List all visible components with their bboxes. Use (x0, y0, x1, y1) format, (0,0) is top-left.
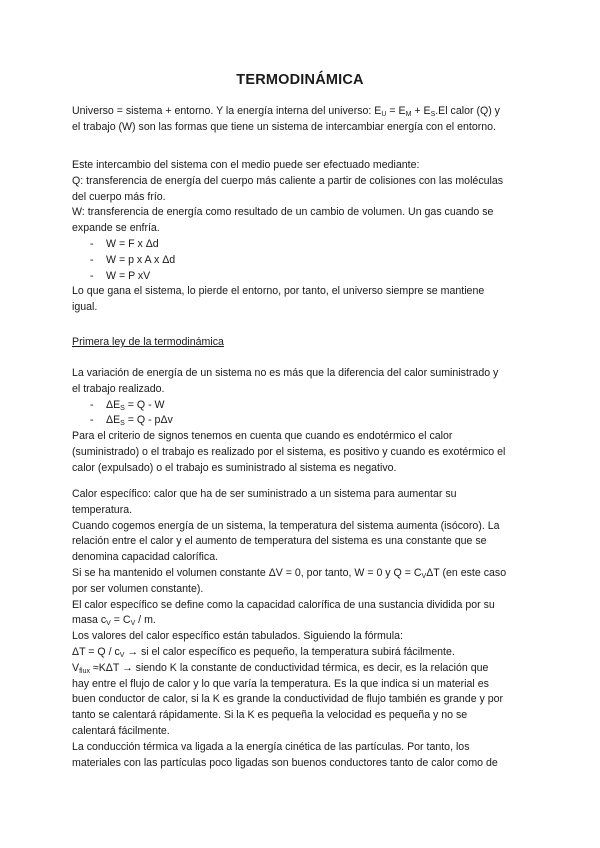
intro-line-1: Universo = sistema + entorno. Y la energía interna del universo: $E_U = E_M + E_S.El$ calor (Q) y (72, 105, 500, 118)
specific-heat-line: temperatura. (72, 503, 133, 516)
specific-heat-line: calentará fácilmente. (72, 724, 170, 737)
exchange-line: Este intercambio del sistema con el medio puede ser efectuado mediante: (72, 159, 420, 171)
specific-heat-line: denomina capacidad calorífica. (72, 551, 219, 564)
first-law-formula-bullet: - $\Delta E_S = Q - p\Delta v$ (90, 414, 173, 428)
first-law-line: el trabajo realizado. (72, 382, 165, 395)
specific-heat-line: materiales con las partículas poco ligadas son buenos conductores tanto de calor como de (72, 756, 498, 769)
exchange-line: del cuerpo más frío. (72, 190, 166, 203)
specific-heat-line: Los valores del calor específico están tabulados. Siguiendo la fórmula: (72, 630, 403, 643)
page-title: TERMODINÁMICA (236, 72, 364, 88)
specific-heat-line: El calor específico se define como la capacidad calorífica de una sustancia dividida por su (72, 598, 495, 611)
specific-heat-line: $V_{flux} \approx K\Delta T$ → siendo K la constante de conductividad térmica, es decir, es la relación que (72, 661, 489, 675)
specific-heat-line: Si se ha mantenido el volumen constante ΔV = 0, por tanto, W = 0 y $Q = C_V\Delta T$ (en este caso (72, 566, 507, 580)
first-law-section (72, 335, 532, 351)
specific-heat-line: relación entre el calor y el aumento de temperatura del sistema es una constante que se (72, 535, 487, 548)
section-heading: Primera ley de la termodinámica (72, 336, 224, 348)
first-law-line: calor (expulsado) o el trabajo es suministrado al sistema es negativo. (72, 461, 397, 474)
exchange-line: expande se enfría. (72, 222, 160, 235)
work-formula-bullet: - W = P xV (90, 269, 151, 282)
exchange-paragraph (72, 158, 532, 316)
specific-heat-line: $\Delta T = Q / c_V$ → si el calor específico es pequeño, la temperatura subirá fácilmente. (72, 645, 455, 659)
work-formula-bullet: - W = p x A x Δd (90, 253, 176, 266)
intro-line-2: el trabajo (W) son las formas que tiene un sistema de intercambiar energía con el entorno. (72, 120, 496, 133)
first-law-line: Para el criterio de signos tenemos en cuenta que cuando es endotérmico el calor (72, 430, 453, 443)
specific-heat-line: La conducción térmica va ligada a la energía cinética de las partículas. Por tanto, los (72, 740, 470, 753)
first-law-formula-bullet: - $\Delta E_S = Q - W$ (90, 398, 165, 412)
work-formula-bullet: - W = F x Δd (90, 237, 159, 250)
specific-heat-line: Cuando cogemos energía de un sistema, la temperatura del sistema aumenta (isócoro). La (72, 519, 500, 532)
specific-heat-paragraph (72, 487, 532, 771)
exchange-line: W: transferencia de energía como resultado de un cambio de volumen. Un gas cuando se (72, 206, 494, 219)
specific-heat-line: buen conductor de calor, si la K es grande la conductividad de flujo también es grande y por (72, 693, 504, 706)
exchange-line: igual. (72, 301, 98, 314)
first-law-line: La variación de energía de un sistema no es más que la diferencia del calor suministrado y (72, 367, 499, 379)
specific-heat-line: masa $c_V = C_V / m$. (72, 614, 156, 628)
first-law-line: (suministrado) o el trabajo es realizado por el sistema, es positivo y cuando es exotérmico el (72, 445, 506, 458)
specific-heat-line: tanto se calentará rápidamente. Si la K es pequeña la velocidad es pequeña y no se (72, 709, 468, 722)
specific-heat-line: por ser volumen constante). (72, 582, 204, 595)
exchange-line: Q: transferencia de energía del cuerpo más caliente a partir de colisiones con las moléculas (72, 174, 504, 187)
first-law-paragraph (72, 366, 532, 477)
specific-heat-line: hay entre el flujo de calor y lo que varía la temperatura. Es la que indica si un material es (72, 677, 489, 690)
exchange-line: Lo que gana el sistema, lo pierde el entorno, por tanto, el universo siempre se mantiene (72, 285, 485, 298)
specific-heat-line: Calor específico: calor que ha de ser suministrado a un sistema para aumentar su (72, 488, 457, 500)
intro-paragraph (72, 104, 532, 136)
